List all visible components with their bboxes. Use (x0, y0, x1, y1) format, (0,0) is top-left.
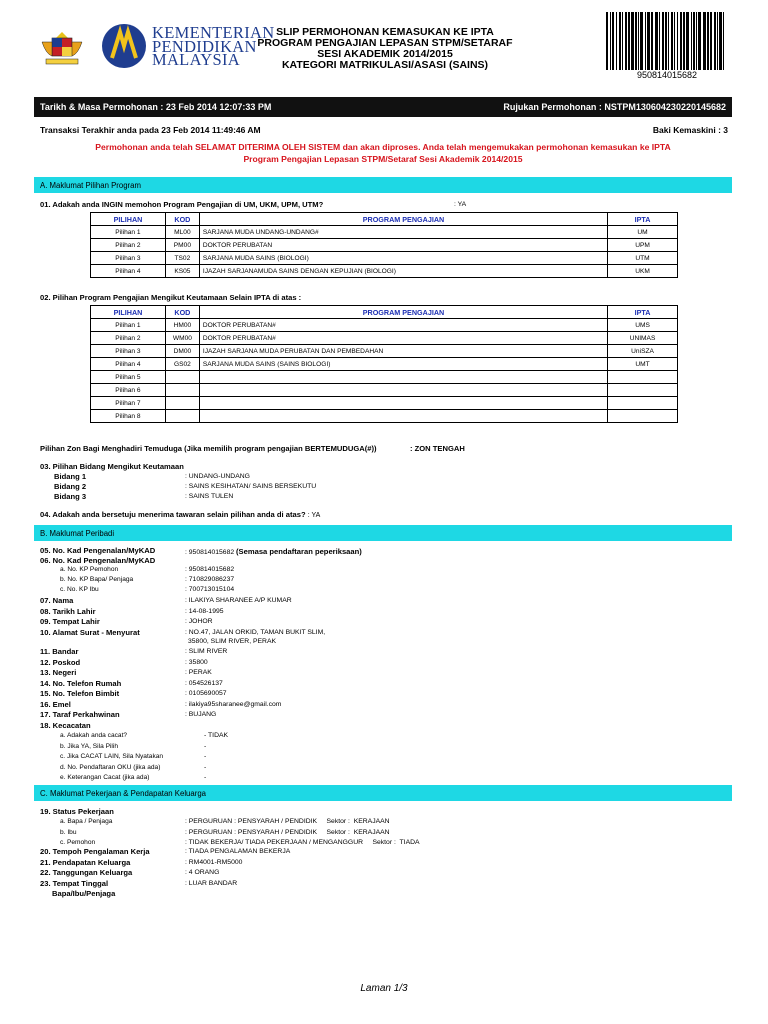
table-row (91, 410, 678, 423)
section-c-title: C. Maklumat Pekerjaan & Pendapatan Keluarga (40, 789, 206, 798)
field-value: : SAINS TULEN (185, 493, 234, 500)
personal-value: : SLIM RIVER (185, 648, 228, 655)
barcode-bar (680, 12, 682, 70)
employment-value: : TIDAK BEKERJA/ TIADA PEKERJAAN / MENGANGGUR Sektor : TIADA (185, 839, 420, 846)
program-cell: SARJANA MUDA SAINS (BIOLOGI) (199, 252, 607, 265)
col-program: PROGRAM PENGAJIAN (199, 213, 607, 226)
coat-of-arms-logo (38, 28, 86, 68)
disability-label: e. Keterangan Cacat (jika ada) (60, 774, 150, 781)
disability-value: - (204, 753, 207, 760)
program-cell (199, 397, 607, 410)
personal-value: : 054526137 (185, 679, 223, 687)
personal-value: : ilakiya95sharanee@gmail.com (185, 700, 282, 708)
ic-exam-note: (Semasa pendaftaran peperiksaan) (236, 547, 362, 556)
page-number: Laman 1/3 (360, 983, 408, 994)
update-balance: Baki Kemaskini : 3 (652, 125, 728, 135)
disability-value: - (204, 774, 207, 781)
col-pilihan: PILIHAN (91, 306, 166, 319)
barcode-bar (619, 12, 621, 70)
barcode-bar (645, 12, 646, 70)
barcode-bar (668, 12, 669, 70)
program-cell (199, 371, 607, 384)
barcode-bar (612, 12, 614, 70)
personal-label: 18. Kecacatan (40, 720, 91, 730)
personal-value: : BUJANG (185, 711, 217, 718)
disability-label: b. Jika YA, Sila Pilih (60, 742, 119, 750)
barcode-bar (651, 12, 653, 70)
table-row (91, 239, 678, 252)
choice-cell: Pilihan 3 (91, 252, 166, 265)
ministry-line-1: KEMENTERIAN (152, 23, 275, 42)
barcode-bar (638, 12, 639, 70)
family-label: 23. Tempat Tinggal (40, 878, 109, 888)
barcode-bar (714, 12, 716, 70)
table-row (91, 319, 678, 332)
employment-label: a. Bapa / Penjaga (60, 818, 113, 825)
personal-label: 11. Bandar (40, 647, 79, 656)
employment-value: : PERGURUAN : PENSYARAH / PENDIDIK Sektor : KERAJAAN (185, 818, 390, 825)
employment-value: : PERGURUAN : PENSYARAH / PENDIDIK Sektor : KERAJAAN (185, 828, 390, 836)
section-a-title: A. Maklumat Pilihan Program (40, 181, 141, 190)
application-reference: Rujukan Permohonan : NSTPM130604230220145682 (503, 102, 726, 112)
code-cell: KS05 (165, 265, 199, 278)
program-cell: DOKTOR PERUBATAN# (199, 319, 607, 332)
choice-cell: Pilihan 7 (91, 397, 166, 410)
barcode-bar (677, 12, 678, 70)
choice-cell: Pilihan 2 (91, 332, 166, 345)
code-cell (165, 397, 199, 410)
barcode-bar (696, 12, 697, 70)
ipta-cell: UNIMAS (608, 332, 678, 345)
table-row (91, 332, 678, 345)
field-label: Bidang 3 (54, 492, 87, 501)
interview-zone-label: Pilihan Zon Bagi Menghadiri Temuduga (Jika memilih program pengajian BERTEMUDUGA(#)) (40, 444, 377, 453)
employment-label: b. Ibu (60, 828, 77, 836)
barcode-bar (710, 12, 712, 70)
barcode-bar (686, 12, 689, 70)
barcode-bar (707, 12, 709, 70)
disability-value: - TIDAK (204, 732, 229, 739)
table-row (91, 226, 678, 239)
barcode-bar (622, 12, 623, 70)
question-01-answer: : YA (454, 201, 467, 208)
ministry-line-3: MALAYSIA (152, 50, 240, 69)
title-line-4: KATEGORI MATRIKULASI/ASASI (SAINS) (281, 59, 489, 71)
barcode (606, 12, 728, 70)
disability-label: a. Adakah anda cacat? (60, 732, 128, 739)
program-table-1 (90, 212, 678, 278)
personal-label: 15. No. Telefon Bimbit (40, 689, 120, 698)
program-cell: IJAZAH SARJANA MUDA PERUBATAN DAN PEMBEDAHAN (199, 345, 607, 358)
barcode-bar (698, 12, 701, 70)
barcode-bar (640, 12, 643, 70)
ic-exam-label: 05. No. Kad Pengenalan/MyKAD (40, 546, 156, 555)
question-04-answer: : YA (307, 512, 321, 519)
choice-cell: Pilihan 4 (91, 265, 166, 278)
ic-sub-value: : 950814015682 (185, 566, 235, 573)
ic-sub-label: a. No. KP Pemohon (60, 566, 119, 573)
section-b-title: B. Maklumat Peribadi (40, 529, 115, 538)
personal-label: 17. Taraf Perkahwinan (40, 710, 120, 719)
program-cell (199, 384, 607, 397)
ic-exam-value (185, 547, 362, 556)
personal-label: 10. Alamat Surat - Menyurat (40, 627, 140, 637)
table-row (91, 397, 678, 410)
col-kod: KOD (165, 213, 199, 226)
title-line-2: PROGRAM PENGAJIAN LEPASAN STPM/SETARAF (257, 37, 513, 49)
table-row (91, 345, 678, 358)
table-row (91, 371, 678, 384)
ipta-cell: UMS (608, 319, 678, 332)
personal-label: 09. Tempat Lahir (40, 617, 100, 626)
personal-value: : NO.47, JALAN ORKID, TAMAN BUKIT SLIM, (185, 628, 326, 636)
personal-label: 07. Nama (40, 596, 74, 605)
barcode-bar (703, 12, 706, 70)
barcode-bar (647, 12, 650, 70)
ministry-line-2: PENDIDIKAN (152, 36, 257, 56)
table-header-row (91, 306, 678, 319)
barcode-bar (717, 12, 718, 70)
barcode-bar (674, 12, 675, 70)
barcode-bar (628, 12, 630, 70)
code-cell: PM00 (165, 239, 199, 252)
personal-value: : ILAKIYA SHARANEE A/P KUMAR (185, 597, 292, 604)
barcode-bar (671, 12, 673, 70)
ipta-cell: UMT (608, 358, 678, 371)
choice-cell: Pilihan 3 (91, 345, 166, 358)
kpm-logo (100, 22, 275, 70)
choice-cell: Pilihan 6 (91, 384, 166, 397)
employment-label: c. Pemohon (60, 839, 96, 846)
notice-line-2: Program Pengajian Lepasan STPM/Setaraf Sesi Akademik 2014/2015 (243, 153, 523, 164)
field-value: : SAINS KESIHATAN/ SAINS BERSEKUTU (185, 483, 317, 490)
code-cell: TS02 (165, 252, 199, 265)
code-cell: HM00 (165, 319, 199, 332)
barcode-bar (662, 12, 664, 70)
personal-value: : 0105690057 (185, 690, 227, 697)
barcode-number: 950814015682 (636, 70, 698, 80)
disability-value: - (204, 742, 207, 750)
code-cell (165, 410, 199, 423)
personal-value: : 35800 (185, 658, 208, 666)
family-value: : RM4001-RM5000 (185, 858, 243, 866)
personal-label: 12. Poskod (40, 657, 81, 667)
barcode-bar (659, 12, 660, 70)
personal-value: : PERAK (185, 669, 212, 676)
table-header-row (91, 213, 678, 226)
choice-cell: Pilihan 4 (91, 358, 166, 371)
ic-sub-value: : 700713015104 (185, 586, 235, 593)
choice-cell: Pilihan 5 (91, 371, 166, 384)
code-cell (165, 384, 199, 397)
field-value: : UNDANG-UNDANG (185, 473, 250, 480)
ipta-cell (608, 410, 678, 423)
last-transaction: Transaksi Terakhir anda pada 23 Feb 2014 11:49:46 AM (40, 125, 261, 135)
personal-label: 13. Negeri (40, 668, 77, 677)
family-label: 20. Tempoh Pengalaman Kerja (40, 847, 150, 856)
col-kod: KOD (165, 306, 199, 319)
address-line-2: 35800, SLIM RIVER, PERAK (188, 638, 277, 645)
col-pilihan: PILIHAN (91, 213, 166, 226)
personal-value: : 14-08-1995 (185, 607, 224, 615)
residence-label-line-2: Bapa/Ibu/Penjaga (52, 889, 116, 898)
ipta-cell (608, 371, 678, 384)
program-cell: SARJANA MUDA SAINS (SAINS BIOLOGI) (199, 358, 607, 371)
program-cell (199, 410, 607, 423)
choice-cell: Pilihan 1 (91, 226, 166, 239)
section-b-header (34, 525, 732, 541)
ic-label: 06. No. Kad Pengenalan/MyKAD (40, 556, 156, 565)
code-cell: WM00 (165, 332, 199, 345)
program-cell: DOKTOR PERUBATAN# (199, 332, 607, 345)
code-cell: ML00 (165, 226, 199, 239)
barcode-bar (635, 12, 637, 70)
question-04 (40, 510, 320, 519)
ipta-cell: UTM (608, 252, 678, 265)
personal-value: : JOHOR (185, 618, 213, 625)
question-02: 02. Pilihan Program Pengajian Mengikut Keutamaan Selain IPTA di atas : (40, 293, 302, 302)
col-ipta: IPTA (608, 213, 678, 226)
barcode-bar (625, 12, 627, 70)
choice-cell: Pilihan 2 (91, 239, 166, 252)
family-value: : 4 ORANG (185, 869, 220, 876)
table-row (91, 384, 678, 397)
ipta-cell: UPM (608, 239, 678, 252)
ipta-cell (608, 397, 678, 410)
choice-cell: Pilihan 8 (91, 410, 166, 423)
barcode-bar (719, 12, 722, 70)
disability-label: d. No. Pendaftaran OKU (jika ada) (60, 763, 161, 771)
table-row (91, 265, 678, 278)
family-label: 22. Tanggungan Keluarga (40, 868, 133, 877)
personal-label: 16. Emel (40, 699, 71, 709)
personal-label: 08. Tarikh Lahir (40, 606, 96, 616)
personal-label: 14. No. Telefon Rumah (40, 678, 122, 688)
ipta-cell: UKM (608, 265, 678, 278)
ipta-cell (608, 384, 678, 397)
barcode-bar (723, 12, 724, 70)
ipta-cell: UniSZA (608, 345, 678, 358)
ic-exam-number: : 950814015682 (185, 549, 235, 556)
ic-sub-value: : 710829086237 (185, 576, 235, 583)
notice-line-1: Permohonan anda telah SELAMAT DITERIMA OLEH SISTEM dan akan diproses. Anda telah mengemukakan permohonan kemasukan ke IPTA (95, 142, 671, 152)
barcode-bar (655, 12, 658, 70)
table-row (91, 252, 678, 265)
ipta-cell: UM (608, 226, 678, 239)
family-value: : TIADA PENGALAMAN BEKERJA (185, 848, 291, 855)
section-a-header (34, 177, 732, 193)
question-01-text: 01. Adakah anda INGIN memohon Program Pengajian di UM, UKM, UPM, UTM? (40, 200, 324, 209)
barcode-bar (606, 12, 608, 70)
slip-title (240, 27, 530, 71)
application-info-bar (34, 97, 732, 117)
program-cell: DOKTOR PERUBATAN (199, 239, 607, 252)
program-cell: SARJANA MUDA UNDANG-UNDANG# (199, 226, 607, 239)
code-cell: DM00 (165, 345, 199, 358)
disability-label: c. Jika CACAT LAIN, Sila Nyatakan (60, 753, 164, 760)
choice-cell: Pilihan 1 (91, 319, 166, 332)
question-01 (40, 200, 323, 209)
family-label: 21. Pendapatan Keluarga (40, 857, 131, 867)
code-cell: GS02 (165, 358, 199, 371)
application-datetime: Tarikh & Masa Permohonan : 23 Feb 2014 12:07:33 PM (40, 102, 272, 112)
program-cell: IJAZAH SARJANAMUDA SAINS DENGAN KEPUJIAN (BIOLOGI) (199, 265, 607, 278)
disability-value: - (204, 763, 207, 771)
program-table-2 (90, 305, 678, 423)
question-03: 03. Pilihan Bidang Mengikut Keutamaan (40, 462, 184, 471)
ic-sub-label: b. No. KP Bapa/ Penjaga (60, 576, 134, 583)
employment-status-label: 19. Status Pekerjaan (40, 807, 114, 816)
family-value: : LUAR BANDAR (185, 879, 238, 887)
barcode-bar (616, 12, 617, 70)
field-label: Bidang 1 (54, 472, 87, 481)
code-cell (165, 371, 199, 384)
title-line-3: SESI AKADEMIK 2014/2015 (317, 48, 453, 60)
field-label: Bidang 2 (54, 482, 87, 491)
interview-zone-value: : ZON TENGAH (410, 444, 465, 453)
question-04-text: 04. Adakah anda bersetuju menerima tawaran selain pilihan anda di atas? (40, 510, 306, 519)
barcode-bar (691, 12, 692, 70)
barcode-bar (665, 12, 667, 70)
col-program: PROGRAM PENGAJIAN (199, 306, 607, 319)
barcode-bar (693, 12, 695, 70)
col-ipta: IPTA (608, 306, 678, 319)
title-line-1: SLIP PERMOHONAN KEMASUKAN KE IPTA (276, 26, 494, 38)
barcode-bar (610, 12, 611, 70)
success-notice (34, 142, 732, 165)
barcode-bar (631, 12, 634, 70)
barcode-bar (683, 12, 685, 70)
ic-sub-label: c. No. KP Ibu (60, 586, 99, 593)
section-c-header (34, 785, 732, 801)
table-row (91, 358, 678, 371)
